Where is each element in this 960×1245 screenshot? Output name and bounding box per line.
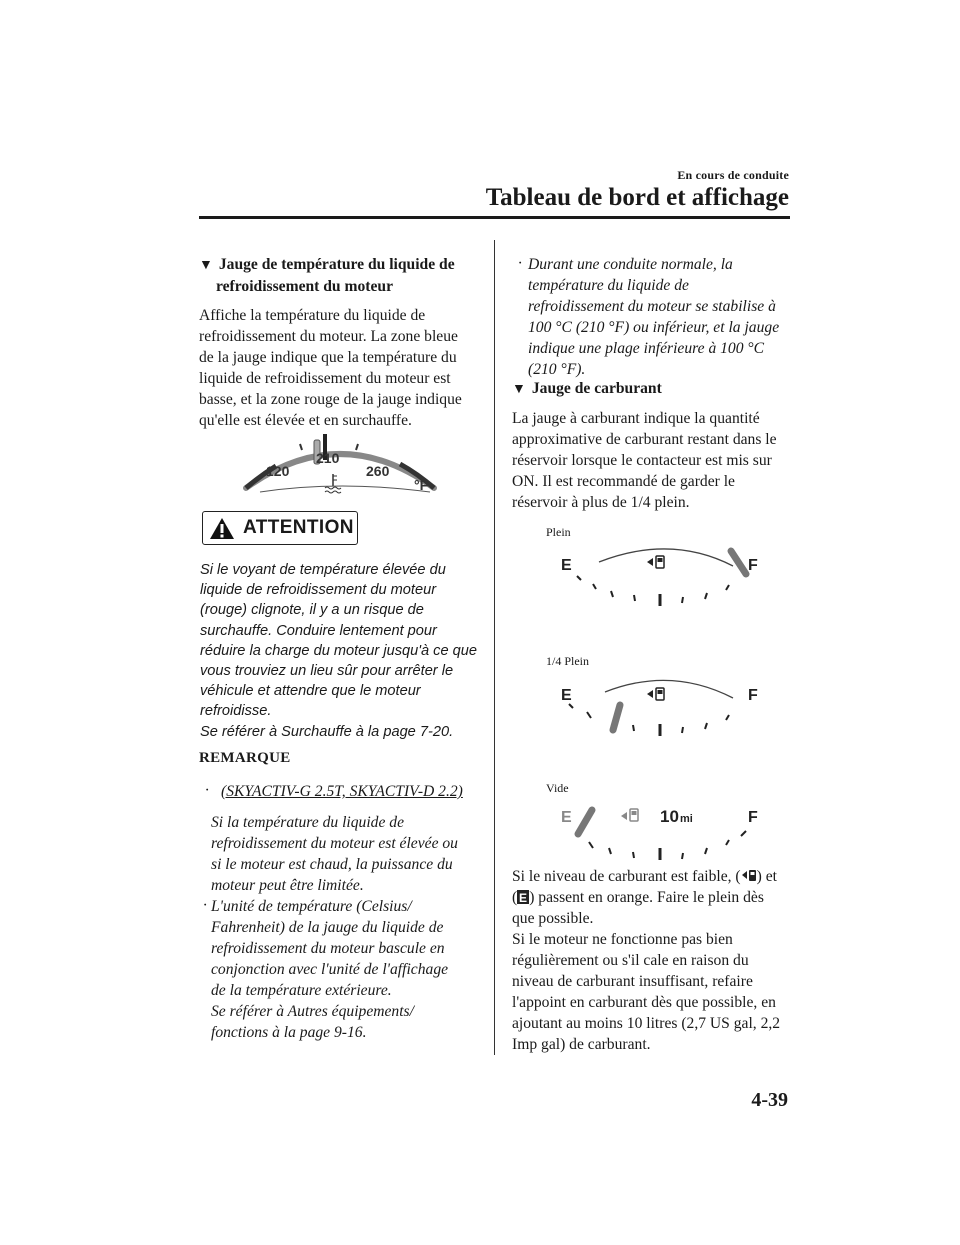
fuel-gauge-empty: [555, 800, 770, 872]
fuel-pump-icon: [741, 868, 757, 883]
temp-mid-label: 210: [316, 450, 340, 466]
coolant-temp-icon: [325, 474, 341, 493]
fuel-pump-icon: [647, 556, 664, 568]
range-value: 10: [660, 807, 679, 826]
fuel-section: [512, 378, 797, 513]
empty-mark: E: [561, 809, 572, 826]
temp-gauge-baseline: [260, 486, 430, 492]
temp-unit-label: °F: [414, 477, 429, 493]
triangle-icon: ▼: [199, 258, 213, 273]
temp-heading: ▼ Jauge de température du liquide de refroidissement du moteur: [199, 256, 455, 295]
full-mark: F: [748, 557, 758, 574]
remarque-title: REMARQUE: [199, 750, 291, 766]
fuel-gauge-arc: [599, 549, 733, 566]
gauge-label-quarter: 1/4 Plein: [546, 654, 590, 668]
left-column: [199, 254, 484, 431]
remarque-block: [199, 748, 489, 1043]
attention-box: [202, 511, 358, 545]
empty-e-icon: [517, 889, 529, 904]
range-unit: mi: [680, 813, 693, 825]
note-item: · Durant une conduite normale, la température du liquide de refroidissement du moteur se stabilise à 100 °C (210 °F) ou inférieur, et la jauge indique une plage inférieure à 100 °C (210 °F).: [518, 255, 780, 378]
attention-label: ATTENTION: [243, 517, 354, 538]
temp-low-label: 120: [266, 463, 290, 479]
section-label: En cours de conduite: [677, 168, 789, 182]
fuel-body: La jauge à carburant indique la quantité approximative de carburant restant dans le réservoir lorsque le contacteur est mis sur ON. Il est recommandé de garder le réservoir à plus de 1/4 plein.: [512, 410, 777, 511]
fuel-gauge-quarter: [555, 672, 770, 744]
fuel-needle: [613, 705, 620, 730]
note1-text: Si la température du liquide de refroidissement du moteur est élevée ou si le moteur est chaud, la puissance du moteur peut être limitée.: [211, 814, 458, 894]
full-mark: F: [748, 809, 758, 826]
fuel-heading: ▼ Jauge de carburant: [512, 378, 797, 400]
fuel-needle: [731, 551, 746, 574]
column-divider: [494, 240, 495, 1055]
fuel-ticks: [589, 831, 746, 860]
svg-text:E: E: [519, 891, 528, 904]
fuel-gauge-arc: [605, 680, 733, 698]
note-item: · (SKYACTIV-G 2.5T, SKYACTIV-D 2.2): [205, 782, 463, 800]
gauge-label-empty: Vide: [546, 781, 569, 795]
fuel-ticks: [577, 576, 729, 606]
gauge-label-full: Plein: [546, 525, 571, 539]
fuel-ticks: [569, 704, 729, 736]
temp-tick: [300, 444, 302, 450]
triangle-icon: ▼: [512, 382, 526, 397]
fuel-pump-icon: [621, 809, 638, 821]
note3-block: [512, 254, 797, 380]
temp-gauge-diagram: [230, 430, 450, 500]
header-rule: [199, 216, 790, 219]
empty-mark: E: [561, 687, 572, 704]
note-item: · L'unité de température (Celsius/ Fahrenheit) de la jauge du liquide de refroidissement du moteur bascule en conjonction avec l'unité de l'affichage de la température extérieure. Se référer à Autres équipements/ fonctions à la page 9-16.: [203, 897, 449, 1041]
fuel-gauge-full: [555, 540, 770, 612]
warning-icon: [209, 517, 235, 540]
attention-text: Si le voyant de température élevée du liquide de refroidissement du moteur (rouge) clignote, il y a un risque de surchauffe. Conduire lentement pour réduire la charge du moteur jusqu'à ce que vous trouviez un lieu sûr pour arrêter le véhicule et attendre que le moteur refroidisse. Se référer à Surchauffe à la page 7-20.: [200, 562, 477, 740]
empty-mark: E: [561, 557, 572, 574]
page-number: 4-39: [751, 1089, 788, 1111]
temp-high-label: 260: [366, 463, 390, 479]
full-mark: F: [748, 687, 758, 704]
temp-body: Affiche la température du liquide de refroidissement du moteur. La zone bleue de la jauge indique que la température du liquide de refroidissement du moteur est basse, et la zone rouge de la jauge indique qu'elle est élevée et en surchauffe.: [199, 307, 462, 429]
page-title: Tableau de bord et affichage: [485, 184, 789, 211]
temp-tick: [356, 444, 358, 450]
fuel-pump-icon: [647, 688, 664, 700]
low-fuel-text: Si le niveau de carburant est faible, ( ) et ( E ) passent en orange. Faire le plein dès que possible. Si le moteur ne fonctionne pas bien régulièrement ou s'il cale en raison du niveau de carburant insuffisant, refaire l'appoint en carburant dès que possible, en ajoutant au moins 10 litres (2,7 US gal, 2,2 Imp gal) de carburant.: [512, 868, 781, 1053]
fuel-needle: [578, 810, 592, 834]
